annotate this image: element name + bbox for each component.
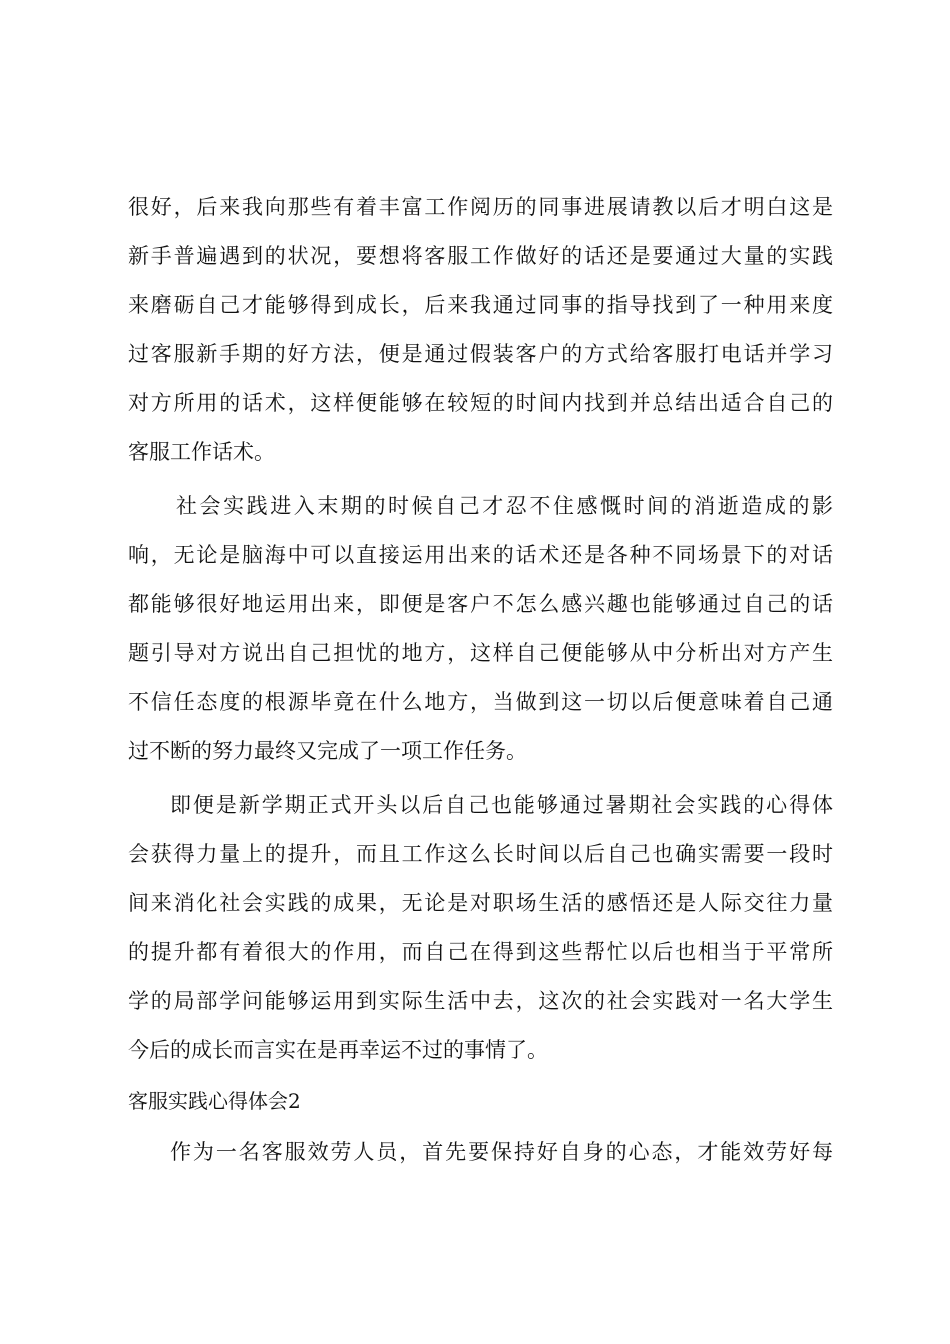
paragraph-line: 来磨砺自己才能够得到成长，后来我通过同事的指导找到了一种用来度 — [128, 293, 833, 317]
paragraph-line: 即便是新学期正式开头以后自己也能够通过暑期社会实践的心得体 — [170, 793, 833, 817]
paragraph-line: 的提升都有着很大的作用，而自己在得到这些帮忙以后也相当于平常所 — [128, 940, 833, 964]
section-heading: 客服实践心得体会2 — [128, 1089, 301, 1113]
paragraph-line: 题引导对方说出自己担忧的地方，这样自己便能够从中分析出对方产生 — [128, 641, 833, 665]
paragraph-line: 过客服新手期的好方法，便是通过假装客户的方式给客服打电话并学习 — [128, 342, 833, 366]
paragraph-line: 过不断的努力最终又完成了一项工作任务。 — [128, 739, 527, 763]
paragraph-line: 都能够很好地运用出来，即便是客户不怎么感兴趣也能够通过自己的话 — [128, 592, 833, 616]
paragraph-line: 响，无论是脑海中可以直接运用出来的话术还是各种不同场景下的对话 — [128, 543, 833, 567]
paragraph-line: 新手普遍遇到的状况，要想将客服工作做好的话还是要通过大量的实践 — [128, 244, 833, 268]
paragraph-line: 会获得力量上的提升，而且工作这么长时间以后自己也确实需要一段时 — [128, 842, 833, 866]
paragraph-line: 对方所用的话术，这样便能够在较短的时间内找到并总结出适合自己的 — [128, 391, 833, 415]
paragraph-line: 很好，后来我向那些有着丰富工作阅历的同事进展请教以后才明白这是 — [128, 195, 833, 219]
paragraph-line: 客服工作话术。 — [128, 440, 275, 464]
paragraph-line: 不信任态度的根源毕竟在什么地方，当做到这一切以后便意味着自己通 — [128, 690, 833, 714]
paragraph-line: 间来消化社会实践的成果，无论是对职场生活的感悟还是人际交往力量 — [128, 891, 833, 915]
paragraph-line: 学的局部学问能够运用到实际生活中去，这次的社会实践对一名大学生 — [128, 989, 833, 1013]
paragraph-line: 今后的成长而言实在是再幸运不过的事情了。 — [128, 1038, 548, 1062]
paragraph-line: 作为一名客服效劳人员，首先要保持好自身的心态，才能效劳好每 — [170, 1140, 833, 1164]
paragraph-line: 社会实践进入末期的时候自己才忍不住感慨时间的消逝造成的影 — [176, 494, 833, 518]
